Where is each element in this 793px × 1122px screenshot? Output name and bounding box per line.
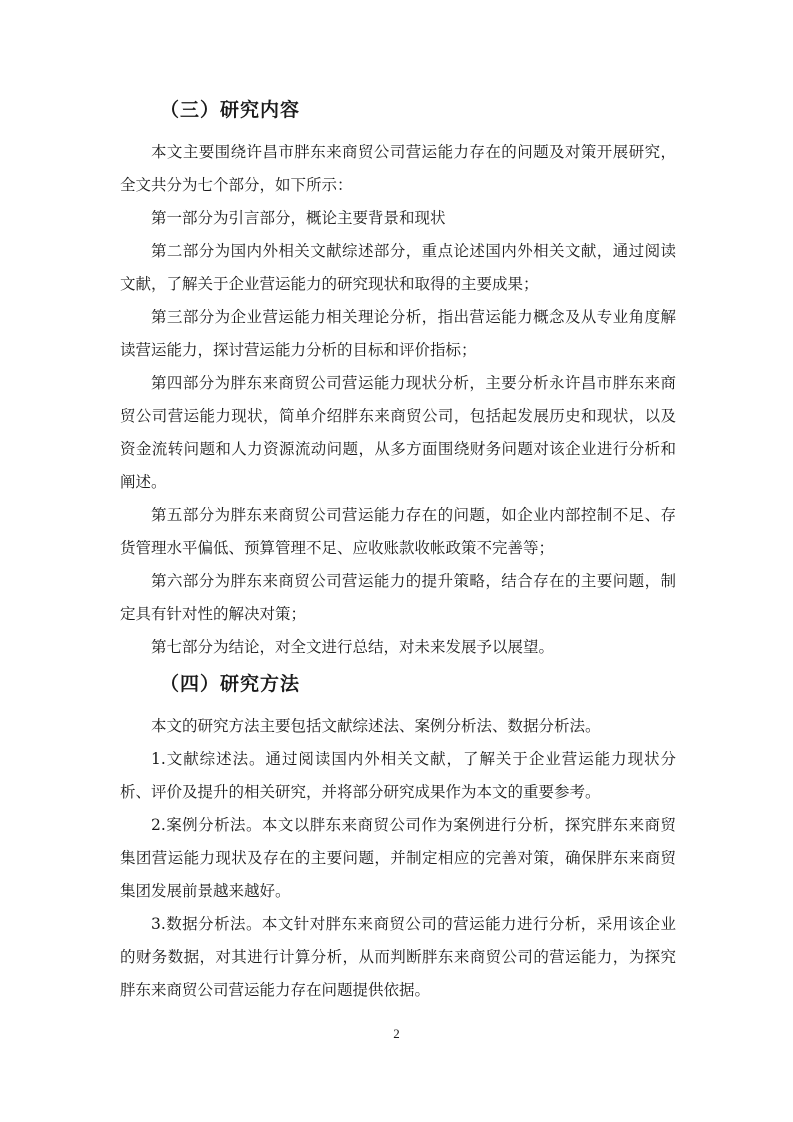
paragraph: 第四部分为胖东来商贸公司营运能力现状分析，主要分析永许昌市胖东来商贸公司营运能力现状，简单介绍胖东来商贸公司，包括起发展历史和现状，以及资金流转问题和人力资源流动问题，从多方面围绕财务问题对该企业进行分析和阐述。 bbox=[120, 374, 676, 491]
page-number: 2 bbox=[393, 1026, 400, 1041]
section-heading-research-content: （三）研究内容 bbox=[160, 99, 301, 121]
paragraph: 第五部分为胖东来商贸公司营运能力存在的问题，如企业内部控制不足、存货管理水平偏低、预算管理不足、应收账款收帐政策不完善等； bbox=[120, 506, 676, 557]
paragraph: 1.文献综述法。通过阅读国内外相关文献，了解关于企业营运能力现状分析、评价及提升的相关研究，并将部分研究成果作为本文的重要参考。 bbox=[120, 750, 676, 801]
paragraph: 第一部分为引言部分，概论主要背景和现状 bbox=[151, 209, 446, 227]
paragraph: 第七部分为结论，对全文进行总结，对未来发展予以展望。 bbox=[151, 638, 555, 656]
paragraph: 第二部分为国内外相关文献综述部分，重点论述国内外相关文献，通过阅读文献，了解关于企业营运能力的研究现状和取得的主要成果； bbox=[120, 242, 676, 293]
paragraph: 3.数据分析法。本文针对胖东来商贸公司的营运能力进行分析，采用该企业的财务数据，对其进行计算分析，从而判断胖东来商贸公司的营运能力，为探究胖东来商贸公司营运能力存在问题提供依据。 bbox=[120, 915, 676, 999]
paragraph: 第六部分为胖东来商贸公司营运能力的提升策略，结合存在的主要问题，制定具有针对性的解决对策； bbox=[120, 572, 676, 623]
paragraph: 第三部分为企业营运能力相关理论分析，指出营运能力概念及从专业角度解读营运能力，探讨营运能力分析的目标和评价指标； bbox=[120, 308, 676, 359]
section-heading-research-methods: （四）研究方法 bbox=[160, 673, 301, 695]
paragraph: 本文主要围绕许昌市胖东来商贸公司营运能力存在的问题及对策开展研究，全文共分为七个部分，如下所示： bbox=[120, 143, 676, 194]
paragraph: 2.案例分析法。本文以胖东来商贸公司作为案例进行分析，探究胖东来商贸集团营运能力现状及存在的主要问题，并制定相应的完善对策，确保胖东来商贸集团发展前景越来越好。 bbox=[120, 816, 676, 900]
page-content bbox=[120, 96, 676, 1007]
paragraph: 本文的研究方法主要包括文献综述法、案例分析法、数据分析法。 bbox=[151, 717, 601, 735]
